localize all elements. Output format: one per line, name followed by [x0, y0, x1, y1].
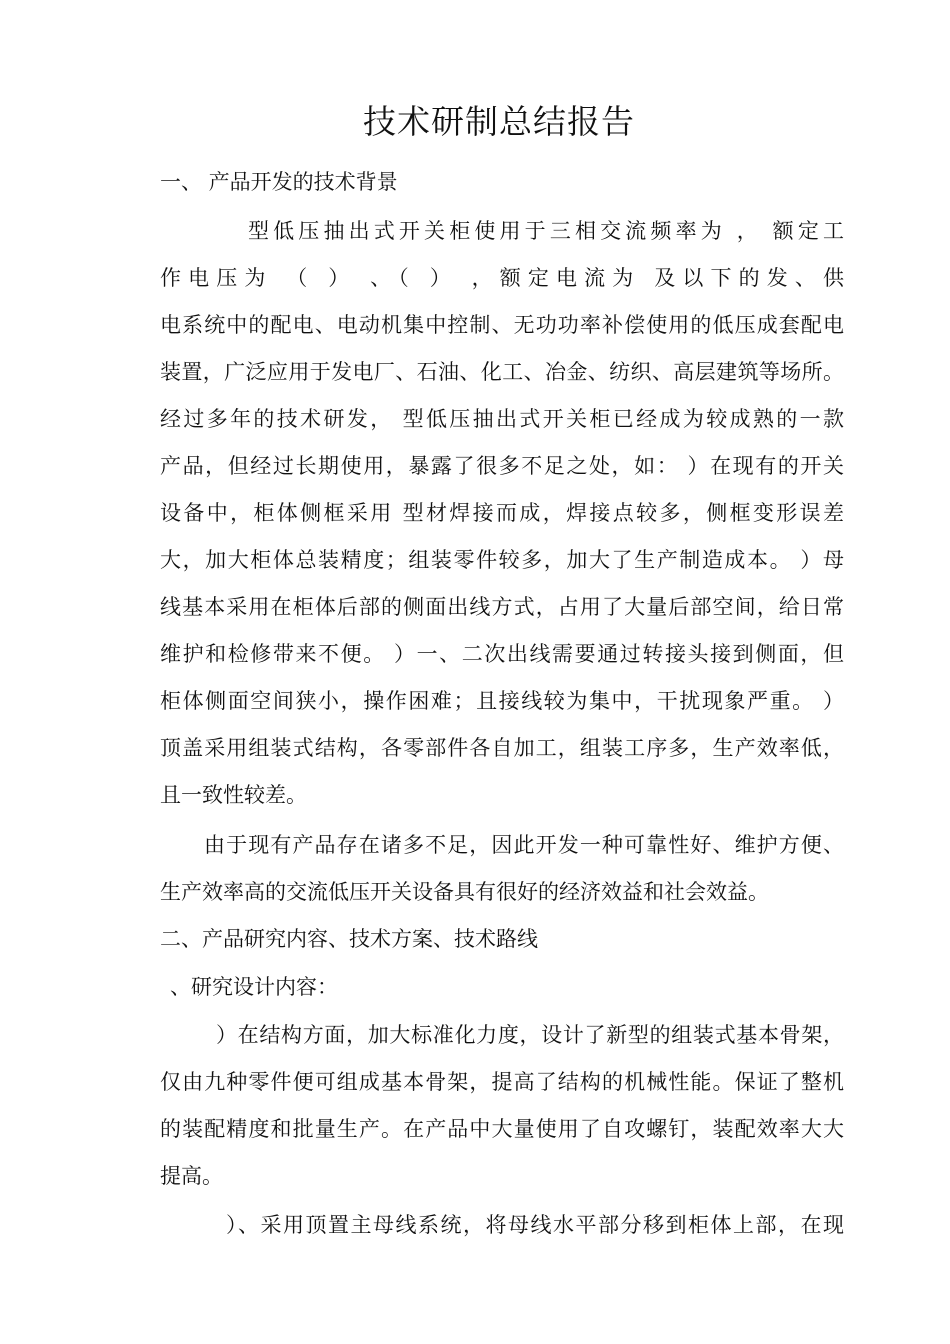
body-line: 设备中，柜体侧框采用 型材焊接而成，焊接点较多，侧框变形误差 [160, 501, 844, 525]
body-line: 维护和检修带来不便。 ）一、二次出线需要通过转接头接到侧面，但 [160, 642, 844, 666]
body-line: 装置，广泛应用于发电厂、石油、化工、冶金、纺织、高层建筑等场所。 [160, 360, 844, 384]
body-line: 柜体侧面空间狭小，操作困难；且接线较为集中，干扰现象严重。 ） [160, 689, 844, 713]
body-line: ）在结构方面，加大标准化力度，设计了新型的组装式基本骨架， [216, 1023, 844, 1047]
body-line: 经过多年的技术研发， 型低压抽出式开关柜已经成为较成熟的一款 [160, 407, 844, 431]
heading-section-1: 一、 产品开发的技术背景 [160, 170, 398, 194]
document-title: 技术研制总结报告 [363, 102, 635, 141]
heading-section-2: 二、产品研究内容、技术方案、技术路线 [160, 927, 538, 951]
body-line: 大，加大柜体总装精度；组装零件较多，加大了生产制造成本。 ）母 [160, 548, 844, 572]
body-line: 顶盖采用组装式结构，各零部件各自加工，组装工序多，生产效率低， [160, 736, 844, 760]
body-line: 产品，但经过长期使用，暴露了很多不足之处，如： ）在现有的开关 [160, 454, 844, 478]
body-line: ）、采用顶置主母线系统，将母线水平部分移到柜体上部，在现 [226, 1213, 844, 1237]
body-line: 型低压抽出式开关柜使用于三相交流频率为 ， 额定工 [248, 219, 844, 243]
heading-subsection-1: 、研究设计内容： [170, 975, 338, 999]
body-line: 作电压为 （ ） 、（ ） ，额定电流为 及以下的发、供 [160, 266, 844, 290]
body-line: 电系统中的配电、电动机集中控制、无功功率补偿使用的低压成套配电 [160, 313, 844, 337]
body-line: 的装配精度和批量生产。在产品中大量使用了自攻螺钉，装配效率大大 [160, 1117, 844, 1141]
body-line: 仅由九种零件便可组成基本骨架，提高了结构的机械性能。保证了整机 [160, 1070, 844, 1094]
body-line: 提高。 [160, 1164, 223, 1188]
body-line: 由于现有产品存在诸多不足，因此开发一种可靠性好、维护方便、 [204, 833, 844, 857]
body-line: 且一致性较差。 [160, 783, 307, 807]
body-line: 线基本采用在柜体后部的侧面出线方式，占用了大量后部空间，给日常 [160, 595, 844, 619]
body-line: 生产效率高的交流低压开关设备具有很好的经济效益和社会效益。 [160, 880, 769, 904]
